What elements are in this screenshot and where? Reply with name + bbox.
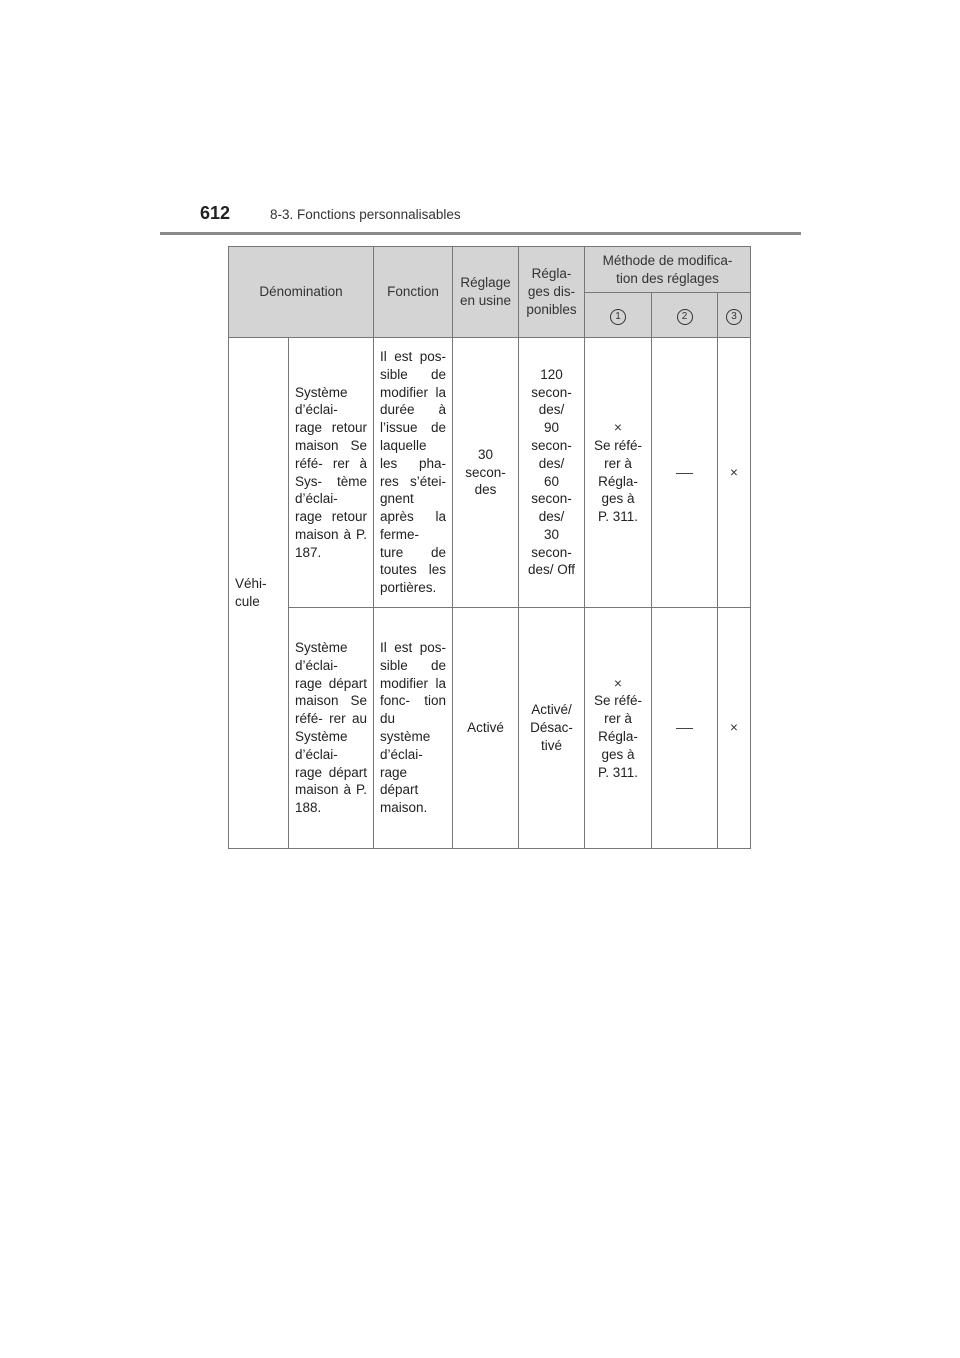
table-row — [229, 608, 751, 849]
method-col-2 — [652, 293, 718, 338]
setting-function: Il est pos- sible de modifier la fonc- tion du système d’éclai- rage départ maison. — [374, 608, 453, 849]
method-2-cell — [652, 338, 718, 608]
method-col-3 — [718, 293, 751, 338]
method-2-cell — [652, 608, 718, 849]
setting-name: Système d’éclai- rage retour maison Se réfé- rer à Sys- tème d’éclai- rage retour maison à P. 187. — [289, 338, 374, 608]
table-row — [229, 338, 751, 608]
method-1-reference: Se réfé- rer à Régla- ges à P. 311. — [593, 437, 643, 525]
header-method: Méthode de modifica- tion des réglages — [585, 247, 751, 293]
setting-default: Activé — [453, 608, 519, 849]
method-1-cell — [585, 338, 652, 608]
dash-mark — [676, 728, 693, 729]
setting-function: Il est pos- sible de modifier la durée à l’issue de laquelle les pha- res s’étei- gnent après la ferme- ture de toutes les portières. — [374, 338, 453, 608]
circled-number-2: 2 — [677, 309, 693, 325]
header-available: Régla- ges dis- ponibles — [519, 247, 585, 338]
group-label: Véhi- cule — [229, 338, 289, 849]
dash-mark — [676, 473, 693, 474]
settings-table — [228, 246, 751, 849]
method-col-1 — [585, 293, 652, 338]
method-1-reference: Se réfé- rer à Régla- ges à P. 311. — [593, 693, 643, 780]
method-3-cell: × — [718, 608, 751, 849]
header-name: Dénomination — [229, 247, 374, 338]
setting-name: Système d’éclai- rage départ maison Se réfé- rer au Système d’éclai- rage départ maison à P. 188. — [289, 608, 374, 849]
setting-available: 120 secon- des/ 90 secon- des/ 60 secon- des/ 30 secon- des/ Off — [519, 338, 585, 608]
header-rule — [160, 232, 801, 235]
header-function: Fonction — [374, 247, 453, 338]
circled-number-3: 3 — [726, 309, 742, 325]
setting-available: Activé/ Désac- tivé — [519, 608, 585, 849]
circled-number-1: 1 — [610, 309, 626, 325]
setting-default: 30 secon- des — [453, 338, 519, 608]
section-title: 8-3. Fonctions personnalisables — [270, 207, 461, 222]
method-3-cell: × — [718, 338, 751, 608]
method-1-cell — [585, 608, 652, 849]
header-default: Réglage en usine — [453, 247, 519, 338]
cross-mark: × — [614, 420, 622, 436]
header-row — [229, 247, 751, 293]
cross-mark: × — [614, 675, 622, 691]
page-number: 612 — [200, 203, 231, 223]
